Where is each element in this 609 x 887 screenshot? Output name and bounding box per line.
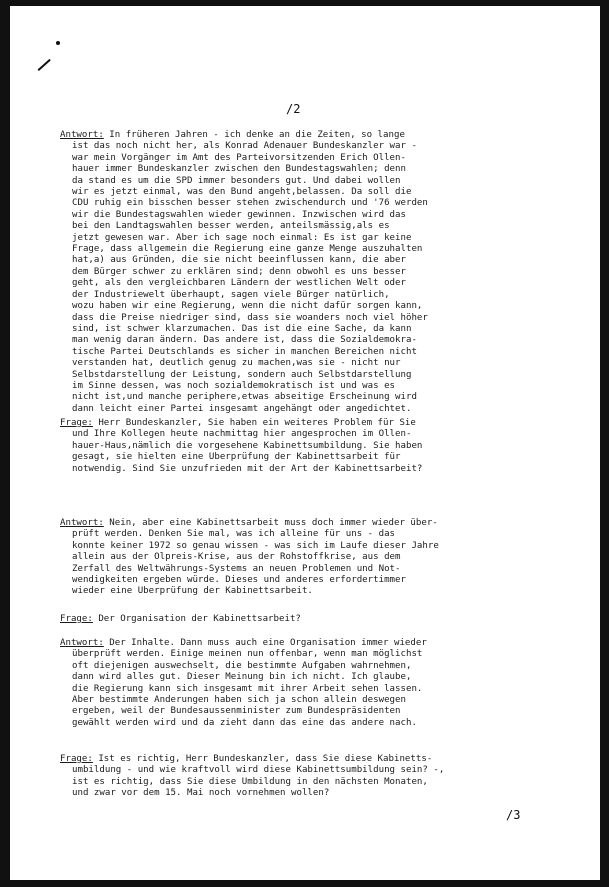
text-line bbox=[60, 176, 546, 187]
text-line bbox=[60, 529, 546, 540]
line-text: Der Inhalte. Dann muss auch eine Organisation immer wieder bbox=[103, 638, 427, 648]
line-text: war mein Vorgänger im Amt des Parteivorsitzenden Erich Ollen- bbox=[72, 152, 406, 163]
text-line bbox=[60, 765, 546, 776]
line-text: CDU ruhig ein bisschen besser stehen zwischendurch und '76 werden bbox=[72, 198, 428, 209]
line-text: Nein, aber eine Kabinettsarbeit muss doch immer wieder über- bbox=[103, 518, 438, 528]
text-line bbox=[60, 684, 546, 695]
punch-mark bbox=[56, 41, 60, 45]
document-page bbox=[10, 6, 600, 880]
line-text: gewählt werden wird und da zieht dann das eine das andere nach. bbox=[72, 717, 417, 728]
text-line bbox=[60, 153, 546, 164]
line-text: hauer-Haus,nämlich die vorgesehene Kabinettsumbildung. Sie haben bbox=[72, 440, 423, 451]
text-line bbox=[60, 672, 546, 683]
line-text: Aber bestimmte Änderungen haben sich ja schon allein deswegen bbox=[72, 695, 406, 706]
line-text: gesagt, sie hielten eine Überprüfung der Kabinettsarbeit für bbox=[72, 452, 401, 463]
speaker-label: Frage: bbox=[60, 614, 93, 624]
speaker-label: Frage: bbox=[60, 754, 93, 764]
text-line bbox=[60, 695, 546, 706]
text-line bbox=[60, 788, 546, 799]
text-line bbox=[60, 347, 546, 358]
qa-block bbox=[60, 518, 546, 598]
text-line bbox=[60, 164, 546, 175]
text-line bbox=[60, 335, 546, 346]
line-text: dann leicht einer Partei insgesamt angehängt oder angedichtet. bbox=[72, 403, 412, 414]
qa-block bbox=[60, 614, 546, 625]
text-line bbox=[60, 429, 546, 440]
line-text: wendigkeiten ergeben würde. Dieses und anderes erfordertimmer bbox=[72, 575, 406, 586]
text-line bbox=[60, 541, 546, 552]
qa-block bbox=[60, 418, 546, 475]
text-line bbox=[60, 754, 546, 765]
text-line bbox=[60, 313, 546, 324]
line-text: Herr Bundeskanzler, Sie haben ein weiteres Problem für Sie bbox=[92, 418, 416, 428]
line-text: Ist es richtig, Herr Bundeskanzler, dass Sie diese Kabinetts- bbox=[92, 754, 433, 764]
line-text: konnte keiner 1972 so genau wissen - was sich im Laufe dieser Jahre bbox=[72, 540, 439, 551]
line-text: wir die Bundestagswahlen wieder gewinnen. Inzwischen wird das bbox=[72, 209, 406, 220]
text-line bbox=[60, 564, 546, 575]
line-text: und zwar vor dem 15. Mai noch vornehmen wollen? bbox=[72, 788, 330, 799]
text-line bbox=[60, 575, 546, 586]
text-line bbox=[60, 661, 546, 672]
text-line bbox=[60, 552, 546, 563]
speaker-label: Antwort: bbox=[60, 518, 104, 528]
text-line bbox=[60, 441, 546, 452]
line-text: wir es jetzt einmal, was den Bund angeht,belassen. Da soll die bbox=[72, 187, 412, 198]
text-line bbox=[60, 141, 546, 152]
text-line bbox=[60, 392, 546, 403]
line-text: prüft werden. Denken Sie mal, was ich alleine für uns - das bbox=[72, 529, 396, 540]
text-line bbox=[60, 586, 546, 597]
line-text: dass die Preise niedriger sind, dass sie woanders noch viel höher bbox=[72, 312, 428, 323]
line-text: bei den Landtagswahlen besser werden, anteilsmässig,als es bbox=[72, 221, 390, 232]
speaker-label: Antwort: bbox=[60, 638, 104, 648]
text-line bbox=[60, 614, 546, 625]
text-line bbox=[60, 718, 546, 729]
line-text: Frage, dass allgemein die Regierung eine ganze Menge auszuhalten bbox=[72, 244, 423, 255]
text-line bbox=[60, 278, 546, 289]
line-text: dann wird alles gut. Dieser Meinung bin ich nicht. Ich glaube, bbox=[72, 672, 412, 683]
line-text: geht, als den vergleichbaren Ländern der westlichen Welt oder bbox=[72, 278, 406, 289]
text-line bbox=[60, 418, 546, 429]
line-text: überprüft werden. Einige meinen nun offenbar, wenn man möglichst bbox=[72, 649, 423, 660]
line-text: In früheren Jahren - ich denke an die Zeiten, so lange bbox=[103, 130, 405, 140]
text-line bbox=[60, 210, 546, 221]
line-text: ergeben, weil der Bundesaussenminister zum Bundespräsidenten bbox=[72, 706, 401, 717]
text-line bbox=[60, 301, 546, 312]
line-text: im Sinne dessen, was noch sozialdemokratisch ist und was es bbox=[72, 380, 396, 391]
line-text: Der Organisation der Kabinettsarbeit? bbox=[92, 614, 301, 624]
text-line bbox=[60, 255, 546, 266]
line-text: jetzt gewesen war. Aber ich sage noch einmal: Es ist gar keine bbox=[72, 232, 412, 243]
line-text: der Industriewelt überhaupt, sagen viele Bürger natürlich, bbox=[72, 289, 390, 300]
line-text: nicht ist,und manche periphere,etwas abseitige Erscheinung wird bbox=[72, 392, 417, 403]
speaker-label: Frage: bbox=[60, 418, 93, 428]
line-text: oft diejenigen auswechselt, die bestimmte Aufgaben wahrnehmen, bbox=[72, 660, 412, 671]
text-line bbox=[60, 187, 546, 198]
pen-mark bbox=[38, 59, 51, 71]
text-line bbox=[60, 777, 546, 788]
line-text: Selbstdarstellung der Leistung, sondern auch Selbstdarstellung bbox=[72, 369, 412, 380]
speaker-label: Antwort: bbox=[60, 130, 104, 140]
text-line bbox=[60, 464, 546, 475]
line-text: hauer immer Bundeskanzler zwischen den Bundestagswahlen; denn bbox=[72, 164, 406, 175]
text-line bbox=[60, 404, 546, 415]
line-text: wozu haben wir eine Regierung, wenn die nicht dafür sorgen kann, bbox=[72, 301, 423, 312]
line-text: hat,a) aus Gründen, die sie nicht beeinflussen kann, die aber bbox=[72, 255, 406, 266]
line-text: tische Partei Deutschlands es sicher in manchen Bereichen nicht bbox=[72, 346, 417, 357]
text-line bbox=[60, 370, 546, 381]
text-line bbox=[60, 290, 546, 301]
text-line bbox=[60, 381, 546, 392]
line-text: Zerfall des Weltwährungs-Systems an neuen Problemen und Not- bbox=[72, 563, 401, 574]
line-text: ist es richtig, dass Sie diese Umbildung in den nächsten Monaten, bbox=[72, 776, 428, 787]
text-line bbox=[60, 518, 546, 529]
line-text: dem Bürger schwer zu erklären sind; denn obwohl es uns besser bbox=[72, 266, 406, 277]
line-text: und Ihre Kollegen heute nachmittag hier angesprochen im Ollen- bbox=[72, 429, 412, 440]
line-text: wieder eine Überprüfung der Kabinettsarbeit. bbox=[72, 586, 313, 597]
qa-block bbox=[60, 130, 546, 415]
qa-block bbox=[60, 638, 546, 729]
line-text: da stand es um die SPD immer besonders gut. Und dabei wollen bbox=[72, 175, 401, 186]
text-line bbox=[60, 130, 546, 141]
page-number-top: /2 bbox=[286, 102, 301, 116]
page-number-bottom: /3 bbox=[506, 808, 521, 822]
text-line bbox=[60, 221, 546, 232]
text-line bbox=[60, 649, 546, 660]
text-line bbox=[60, 638, 546, 649]
line-text: umbildung - und wie kraftvoll wird diese Kabinettsumbildung sein? -, bbox=[72, 765, 445, 776]
text-line bbox=[60, 452, 546, 463]
line-text: notwendig. Sind Sie unzufrieden mit der Art der Kabinettsarbeit? bbox=[72, 463, 423, 474]
qa-block bbox=[60, 754, 546, 800]
text-line bbox=[60, 267, 546, 278]
line-text: verstanden hat, deutlich genug zu machen,was sie - nicht nur bbox=[72, 358, 401, 369]
text-line bbox=[60, 233, 546, 244]
line-text: die Regierung kann sich insgesamt mit ihrer Arbeit sehen lassen. bbox=[72, 683, 423, 694]
line-text: sind, ist schwer klarzumachen. Das ist die eine Sache, da kann bbox=[72, 323, 412, 334]
text-line bbox=[60, 358, 546, 369]
text-line bbox=[60, 198, 546, 209]
text-line bbox=[60, 706, 546, 717]
text-line bbox=[60, 244, 546, 255]
text-line bbox=[60, 324, 546, 335]
line-text: allein aus der Ölpreis-Krise, aus der Rohstoffkrise, aus dem bbox=[72, 552, 401, 563]
line-text: ist das noch nicht her, als Konrad Adenauer Bundeskanzler war - bbox=[72, 141, 417, 152]
line-text: man wenig daran ändern. Das andere ist, dass die Sozialdemokra- bbox=[72, 335, 417, 346]
